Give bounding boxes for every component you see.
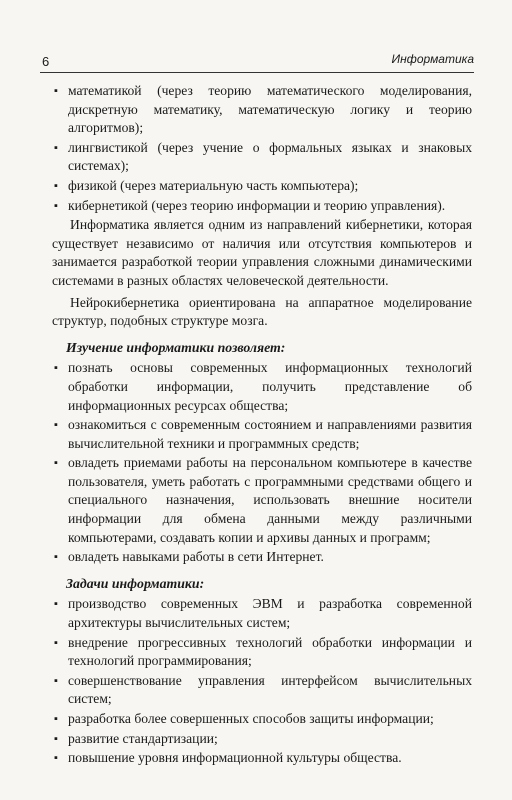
list-item: ▪ познать основы современных информационных технологий обработки информации, получить представление об информационных ресурсах общества;	[52, 359, 472, 415]
study-goals-list	[52, 359, 472, 567]
list-item: ▪ производство современных ЭВМ и разработка современной архитектуры вычислительных систем;	[52, 595, 472, 632]
list-item: ▪ развитие стандартизации;	[52, 730, 472, 749]
section-heading: Задачи информатики:	[66, 575, 205, 591]
paragraph: Нейрокибернетика ориентирована на аппаратное моделирование структур, подобных структуре мозга.	[52, 294, 472, 329]
list-item: ▪ математикой (через теорию математического моделирования, дискретную математику, математическую логику и теорию алгоритмов);	[52, 82, 472, 138]
section-heading: Изучение информатики позволяет:	[66, 339, 286, 355]
list-item: ▪ овладеть навыками работы в сети Интернет.	[52, 548, 472, 567]
page-header	[40, 50, 474, 73]
list-item: ▪ лингвистикой (через учение о формальных языках и знаковых системах);	[52, 139, 472, 176]
list-item: ▪ совершенствование управления интерфейсом вычислительных систем;	[52, 672, 472, 709]
list-item: ▪ повышение уровня информационной культуры общества.	[52, 749, 472, 768]
running-title: Информатика	[391, 52, 474, 66]
paragraph: Информатика является одним из направлений кибернетики, которая существует независимо от наличия или отсутствия компьютеров и занимается разработкой теории управления сложными динамическими системами в разных областях человеческой деятельности.	[52, 217, 472, 288]
page-number: 6	[42, 54, 50, 69]
list-item: ▪ овладеть приемами работы на персональном компьютере в качестве пользователя, уметь работать с программными средствами общего и специального назначения, использовать внешние носители информации для обмена данными между различными компьютерами, создавать копии и архивы данных и программ;	[52, 454, 472, 547]
list-item: ▪ кибернетикой (через теорию информации и теорию управления).	[52, 197, 472, 216]
list-item: ▪ разработка более совершенных способов защиты информации;	[52, 710, 472, 729]
page-body	[52, 82, 472, 769]
list-item: ▪ ознакомиться с современным состоянием и направлениями развития вычислительной техники и программных средств;	[52, 416, 472, 453]
list-item: ▪ внедрение прогрессивных технологий обработки информации и технологий программирования;	[52, 634, 472, 671]
list-item: ▪ физикой (через материальную часть компьютера);	[52, 177, 472, 196]
fields-list	[52, 82, 472, 215]
tasks-list	[52, 595, 472, 767]
